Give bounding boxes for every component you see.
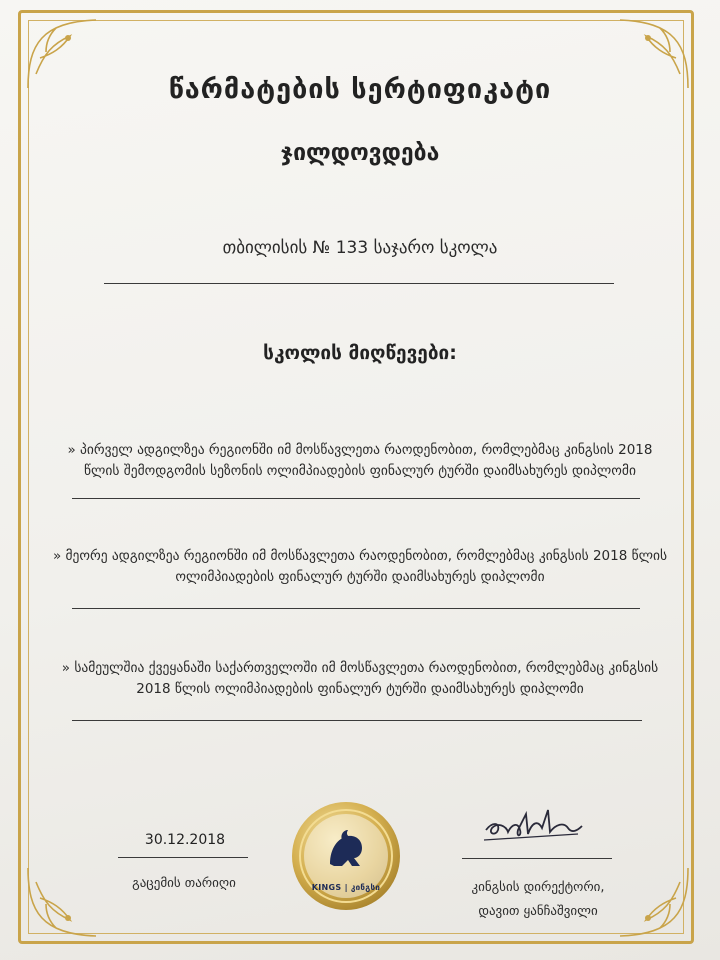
signature-underline [462,858,612,859]
director-caption [438,876,638,924]
achievements-heading: სკოლის მიღწევები: [263,342,457,364]
achievement-item: » პირველ ადგილზეა რეგიონში იმ მოსწავლეთა რაოდენობით, რომლებმაც კინგსის 2018 წლის შემოდგომის სეზონის ოლიმპიადების ფინალურ ტურში დაიმსახურეს დიპლომი [67,442,653,479]
date-underline [118,857,248,858]
achievement-underline [72,720,642,721]
achievement-item: » სამეულშია ქვეყანაში საქართველოში იმ მოსწავლეთა რაოდენობით, რომლებმაც კინგსის 2018 წლის ოლიმპიადების ფინალურ ტურში დაიმსახურეს დიპლომი [61,660,659,697]
achievement-item: » მეორე ადგილზეა რეგიონში იმ მოსწავლეთა რაოდენობით, რომლებმაც კინგსის 2018 წლის ოლიმპიადების ფინალურ ტურში დაიმსახურეს დიპლომი [52,548,668,585]
recipient-underline [104,283,614,284]
achievement-underline [72,498,640,499]
issue-date: 30.12.2018 [144,832,226,848]
corner-flourish-bottom-left [22,862,102,942]
certificate-title: წარმატების სერტიფიკატი [168,74,552,105]
seal-brand-label: KINGS | კინგსი [311,883,381,892]
director-title: კინგსის დირექტორი, [471,880,605,895]
issue-date-caption: გაცემის თარიღი [132,876,236,891]
gold-seal-icon [290,800,402,912]
achievement-underline [72,608,640,609]
certificate-subtitle: ჯილდოვდება [280,140,440,166]
director-signature-icon [478,800,588,850]
director-name: დავით ყანჩაშვილი [478,904,598,919]
recipient-name: თბილისის № 133 საჯარო სკოლა [222,238,498,258]
